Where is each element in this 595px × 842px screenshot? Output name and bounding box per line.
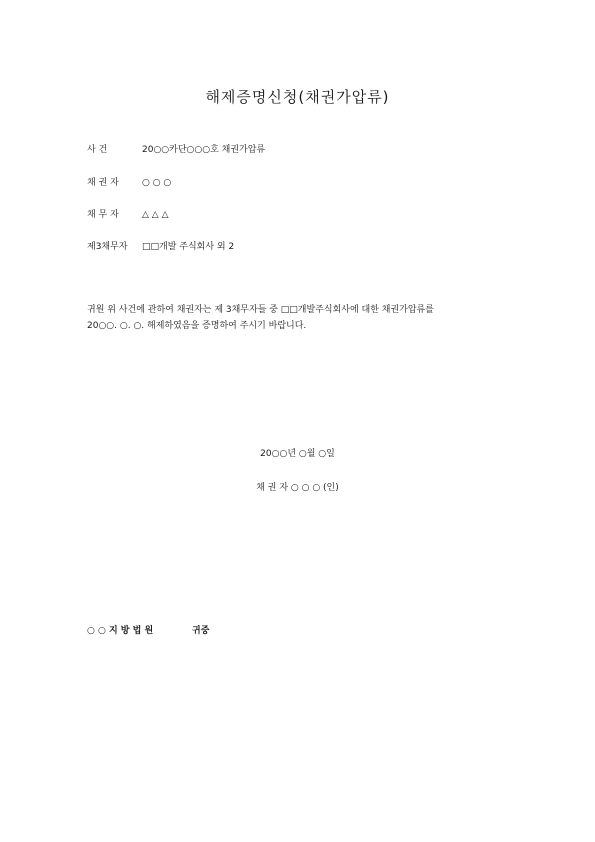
signature-line: 채 권 자 ○ ○ ○ (인) bbox=[256, 483, 339, 493]
field-label-case: 사 건 bbox=[87, 145, 108, 155]
field-label-third-debtor: 제3채무자 bbox=[87, 242, 128, 252]
date-line: 20○○년 ○월 ○일 bbox=[260, 449, 335, 459]
court-suffix: 귀중 bbox=[192, 626, 210, 636]
field-value-third-debtor: □□개발 주식회사 외 2 bbox=[142, 242, 235, 252]
field-label-debtor: 채 무 자 bbox=[87, 210, 119, 220]
document-title: 해제증명신청(채권가압류) bbox=[205, 88, 390, 106]
field-value-case: 20○○카단○○○호 채권가압류 bbox=[142, 145, 266, 155]
field-label-creditor: 채 권 자 bbox=[87, 178, 119, 188]
body-text-line-1: 귀원 위 사건에 관하여 채권자는 제 3채무자들 중 □□개발주식회사에 대한 채권가압류를 bbox=[87, 305, 434, 315]
court-name: ○ ○ 지 방 법 원 bbox=[87, 626, 154, 636]
body-text-line-2: 20○○. ○. ○. 해제하였음을 증명하여 주시기 바랍니다. bbox=[87, 321, 307, 331]
field-value-creditor: ○ ○ ○ bbox=[142, 178, 172, 188]
field-value-debtor: △ △ △ bbox=[142, 210, 169, 220]
